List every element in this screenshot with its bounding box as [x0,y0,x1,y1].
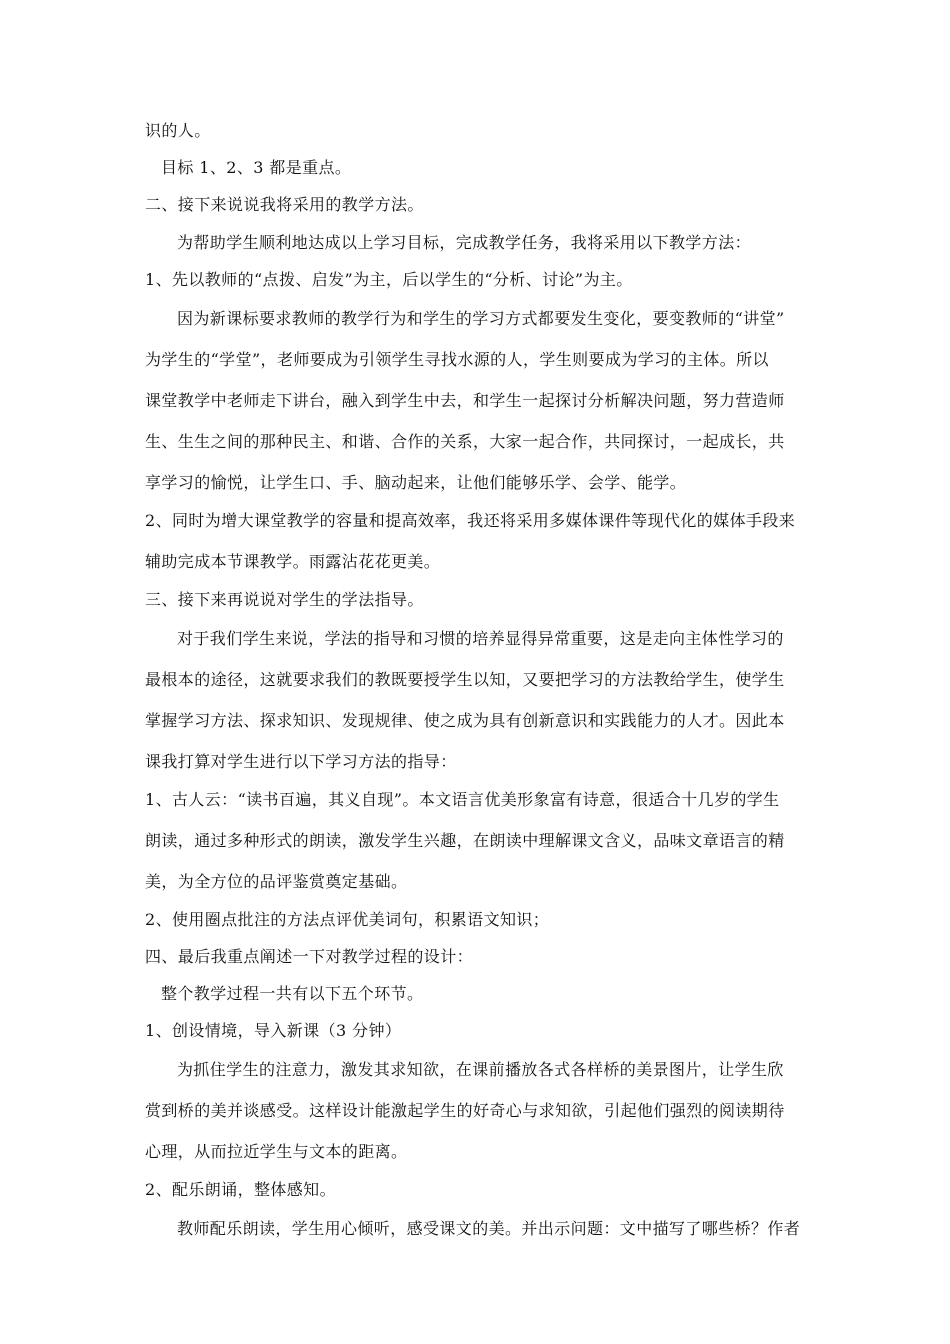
text-line: 因为新课标要求教师的教学行为和学生的学习方式都要发生变化，要变教师的“讲堂” [177,309,785,328]
text-line: 享学习的愉悦，让学生口、手、脑动起来，让他们能够乐学、会学、能学。 [145,473,687,492]
list-item: 2、配乐朗诵，整体感知。 [145,1180,336,1199]
text-line: 最根本的途径，这就要求我们的教既要授学生以知，又要把学习的方法教给学生，使学生 [145,670,785,689]
text-line: 生、生生之间的那种民主、和谐、合作的关系，大家一起合作，共同探讨，一起成长，共 [145,432,785,451]
text-line: 识的人。 [145,121,211,140]
text-line: 掌握学习方法、探求知识、发现规律、使之成为具有创新意识和实践能力的人才。因此本 [145,711,785,730]
text-line: 辅助完成本节课教学。雨露沾花花更美。 [145,552,441,571]
list-item: 1、创设情境，导入新课（3 分钟） [145,1021,402,1040]
section-heading: 二、接下来说说我将采用的教学方法。 [145,195,424,214]
list-item: 2、使用圈点批注的方法点评优美词句，积累语文知识； [145,910,550,929]
text-line: 赏到桥的美并谈感受。这样设计能激起学生的好奇心与求知欲，引起他们强烈的阅读期待 [145,1101,785,1120]
list-item: 2、同时为增大课堂教学的容量和提高效率，我还将采用多媒体课件等现代化的媒体手段来 [145,511,796,530]
text-line: 心理，从而拉近学生与文本的距离。 [145,1142,408,1161]
text-line: 为帮助学生顺利地达成以上学习目标，完成教学任务，我将采用以下教学方法： [177,233,752,252]
list-item: 1、古人云：“读书百遍，其义自现”。本文语言优美形象富有诗意，很适合十几岁的学生 [145,790,780,809]
text-line: 课堂教学中老师走下讲台，融入到学生中去，和学生一起探讨分析解决问题，努力营造师 [145,391,785,410]
text-line: 对于我们学生来说，学法的指导和习惯的培养显得异常重要，这是走向主体性学习的 [177,629,784,648]
text-line: 教师配乐朗读，学生用心倾听，感受课文的美。并出示问题：文中描写了哪些桥？作者 [177,1219,801,1238]
text-line: 美，为全方位的品评鉴赏奠定基础。 [145,872,408,891]
text-line: 为抓住学生的注意力，激发其求知欲，在课前播放各式各样桥的美景图片，让学生欣 [177,1060,784,1079]
text-line: 课我打算对学生进行以下学习方法的指导： [145,752,457,771]
list-item: 1、先以教师的“点拨、启发”为主，后以学生的“分析、讨论”为主。 [145,270,633,289]
section-heading: 四、最后我重点阐述一下对教学过程的设计： [145,947,474,966]
text-line: 整个教学过程一共有以下五个环节。 [161,984,424,1003]
document-body [145,120,810,1240]
section-heading: 三、接下来再说说对学生的学法指导。 [145,590,424,609]
text-line: 为学生的“学堂”，老师要成为引领学生寻找水源的人，学生则要成为学习的主体。所以 [145,350,769,369]
text-line: 目标 1、2、3 都是重点。 [161,158,352,177]
text-line: 朗读，通过多种形式的朗读，激发学生兴趣，在朗读中理解课文含义，品味文章语言的精 [145,831,785,850]
